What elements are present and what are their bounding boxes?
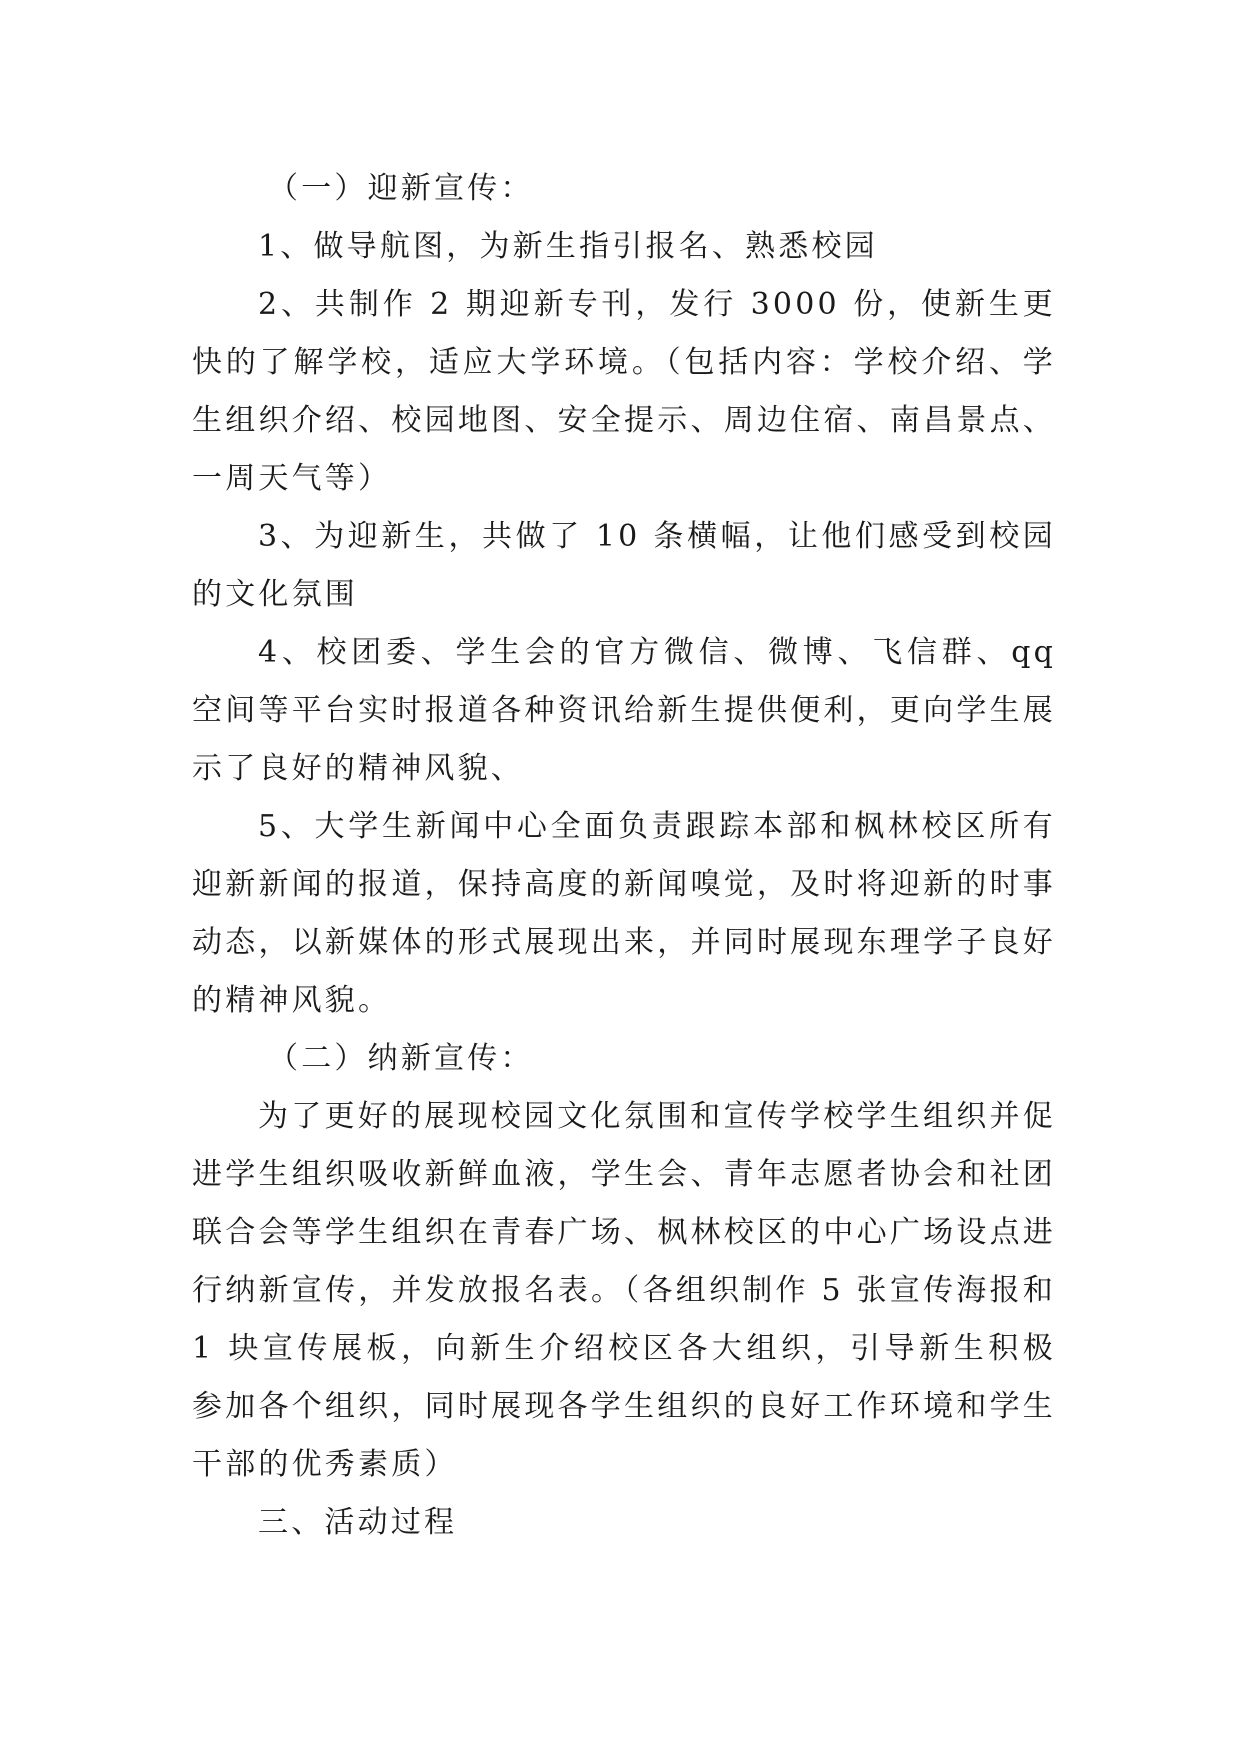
document-body: [192, 160, 1056, 1552]
list-item: 4、校团委、学生会的官方微信、微博、飞信群、qq 空间等平台实时报道各种资讯给新生提供便利，更向学生展示了良好的精神风貌、: [192, 635, 1056, 786]
list-item: 3、为迎新生，共做了 10 条横幅，让他们感受到校园的文化氛围: [192, 519, 1056, 612]
list-item: 1、做导航图，为新生指引报名、熟悉校园: [258, 229, 878, 264]
section-heading-activity-process: 三、活动过程: [258, 1505, 458, 1540]
list-item: 5、大学生新闻中心全面负责跟踪本部和枫林校区所有迎新新闻的报道，保持高度的新闻嗅觉，及时将迎新的时事动态，以新媒体的形式展现出来，并同时展现东理学子良好的精神风貌。: [192, 809, 1056, 1018]
section-heading-welcome-publicity: （一）迎新宣传：: [268, 171, 534, 206]
body-paragraph: 为了更好的展现校园文化氛围和宣传学校学生组织并促进学生组织吸收新鲜血液，学生会、青年志愿者协会和社团联合会等学生组织在青春广场、枫林校区的中心广场设点进行纳新宣传，并发放报名表。（各组织制作 5 张宣传海报和 1 块宣传展板，向新生介绍校区各大组织，引导新生积极参加各个组织，同时展现各学生组织的良好工作环境和学生干部的优秀素质）: [192, 1099, 1056, 1482]
list-item: 2、共制作 2 期迎新专刊，发行 3000 份，使新生更快的了解学校，适应大学环境。（包括内容：学校介绍、学生组织介绍、校园地图、安全提示、周边住宿、南昌景点、一周天气等）: [192, 287, 1056, 496]
section-heading-recruitment-publicity: （二）纳新宣传：: [268, 1041, 534, 1076]
